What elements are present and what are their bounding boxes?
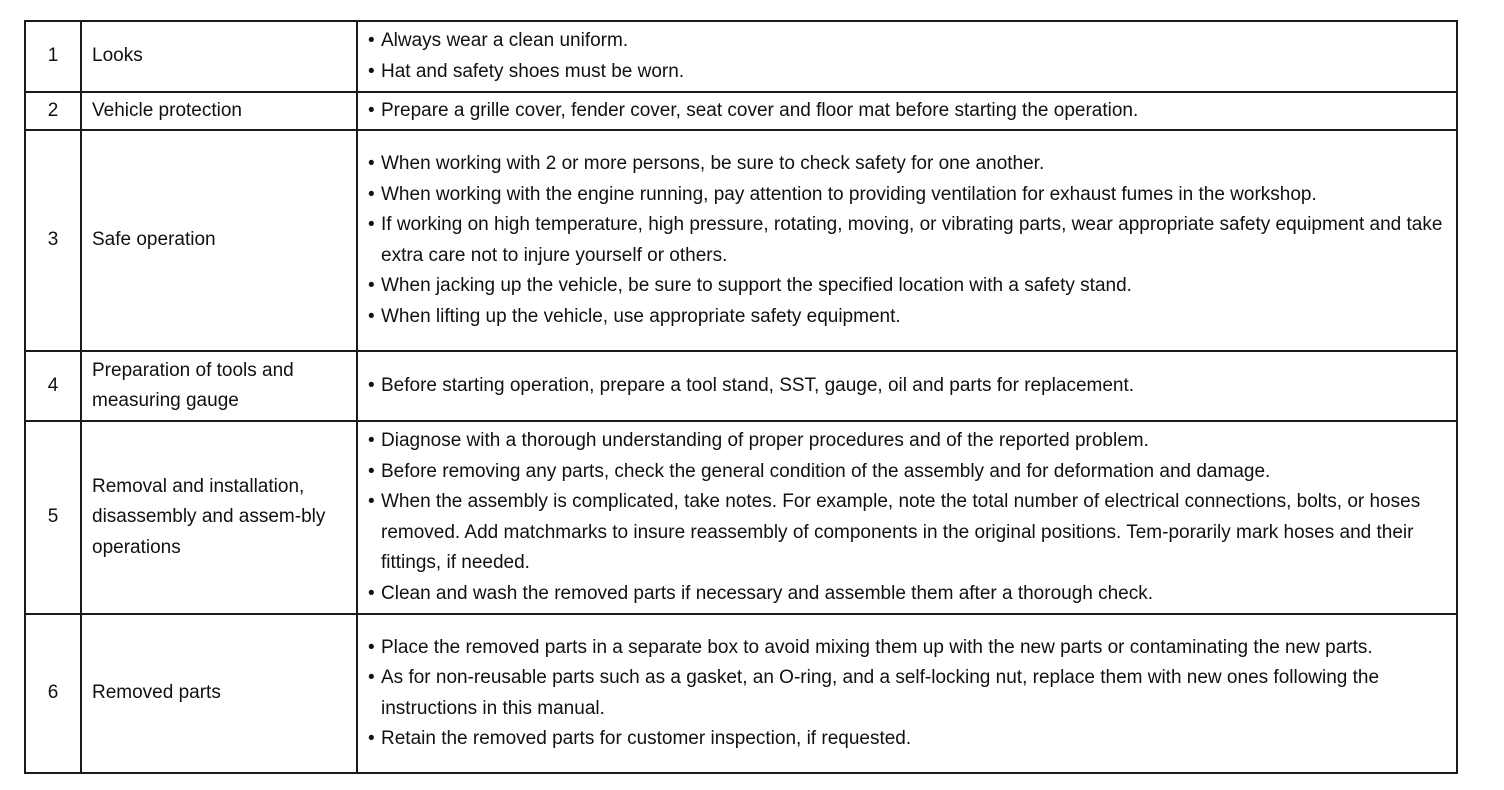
row-item-title: Safe operation: [81, 130, 357, 351]
bullet-point: • Before starting operation, prepare a tool stand, SST, gauge, oil and parts for replacement.: [368, 371, 1446, 402]
bullet-list: [368, 371, 1446, 402]
bullet-list: [368, 26, 1446, 87]
bullet-list: [368, 633, 1446, 755]
table-row: [25, 21, 1457, 92]
bullet-point: • Diagnose with a thorough understanding of proper procedures and of the reported problem.: [368, 426, 1446, 457]
bullet-list: [368, 149, 1446, 332]
row-item-title: Looks: [81, 21, 357, 92]
row-number: 3: [25, 130, 81, 351]
bullet-point: • When the assembly is complicated, take notes. For example, note the total number of electrical connections, bolts, or hoses removed. Add matchmarks to insure reassembly of components in the original positions. Tem-porarily mark hoses and their fittings, if needed.: [368, 487, 1446, 579]
row-description: [357, 614, 1457, 773]
bullet-point: • Always wear a clean uniform.: [368, 26, 1446, 57]
table-row: [25, 92, 1457, 130]
bullet-point: • Clean and wash the removed parts if necessary and assemble them after a thorough check.: [368, 579, 1446, 610]
row-item-title: Removal and installation, disassembly and assem-bly operations: [81, 421, 357, 614]
bullet-point: • When working with 2 or more persons, be sure to check safety for one another.: [368, 149, 1446, 180]
row-description: [357, 130, 1457, 351]
precautions-table: [24, 20, 1458, 774]
row-description: [357, 92, 1457, 130]
bullet-point: • Place the removed parts in a separate box to avoid mixing them up with the new parts or contaminating the new parts.: [368, 633, 1446, 664]
bullet-point: • As for non-reusable parts such as a gasket, an O-ring, and a self-locking nut, replace them with new ones following the instructions in this manual.: [368, 663, 1446, 724]
bullet-list: [368, 426, 1446, 609]
row-item-title: Preparation of tools and measuring gauge: [81, 351, 357, 421]
bullet-point: • Retain the removed parts for customer inspection, if requested.: [368, 724, 1446, 755]
bullet-point: • When working with the engine running, pay attention to providing ventilation for exhaust fumes in the workshop.: [368, 180, 1446, 211]
bullet-point: • Hat and safety shoes must be worn.: [368, 57, 1446, 88]
table-row: [25, 351, 1457, 421]
row-number: 5: [25, 421, 81, 614]
bullet-point: • When lifting up the vehicle, use appropriate safety equipment.: [368, 302, 1446, 333]
row-number: 4: [25, 351, 81, 421]
row-description: [357, 351, 1457, 421]
row-description: [357, 421, 1457, 614]
bullet-point: • Before removing any parts, check the general condition of the assembly and for deformation and damage.: [368, 457, 1446, 488]
row-number: 6: [25, 614, 81, 773]
bullet-point: • When jacking up the vehicle, be sure to support the specified location with a safety stand.: [368, 271, 1446, 302]
bullet-point: • If working on high temperature, high pressure, rotating, moving, or vibrating parts, wear appropriate safety equipment and take extra care not to injure yourself or others.: [368, 210, 1446, 271]
table-row: [25, 130, 1457, 351]
bullet-list: [368, 96, 1446, 127]
row-number: 2: [25, 92, 81, 130]
precautions-sheet: [24, 20, 1456, 774]
table-row: [25, 614, 1457, 773]
bullet-point: • Prepare a grille cover, fender cover, seat cover and floor mat before starting the operation.: [368, 96, 1446, 127]
row-number: 1: [25, 21, 81, 92]
row-item-title: Vehicle protection: [81, 92, 357, 130]
row-item-title: Removed parts: [81, 614, 357, 773]
row-description: [357, 21, 1457, 92]
table-row: [25, 421, 1457, 614]
